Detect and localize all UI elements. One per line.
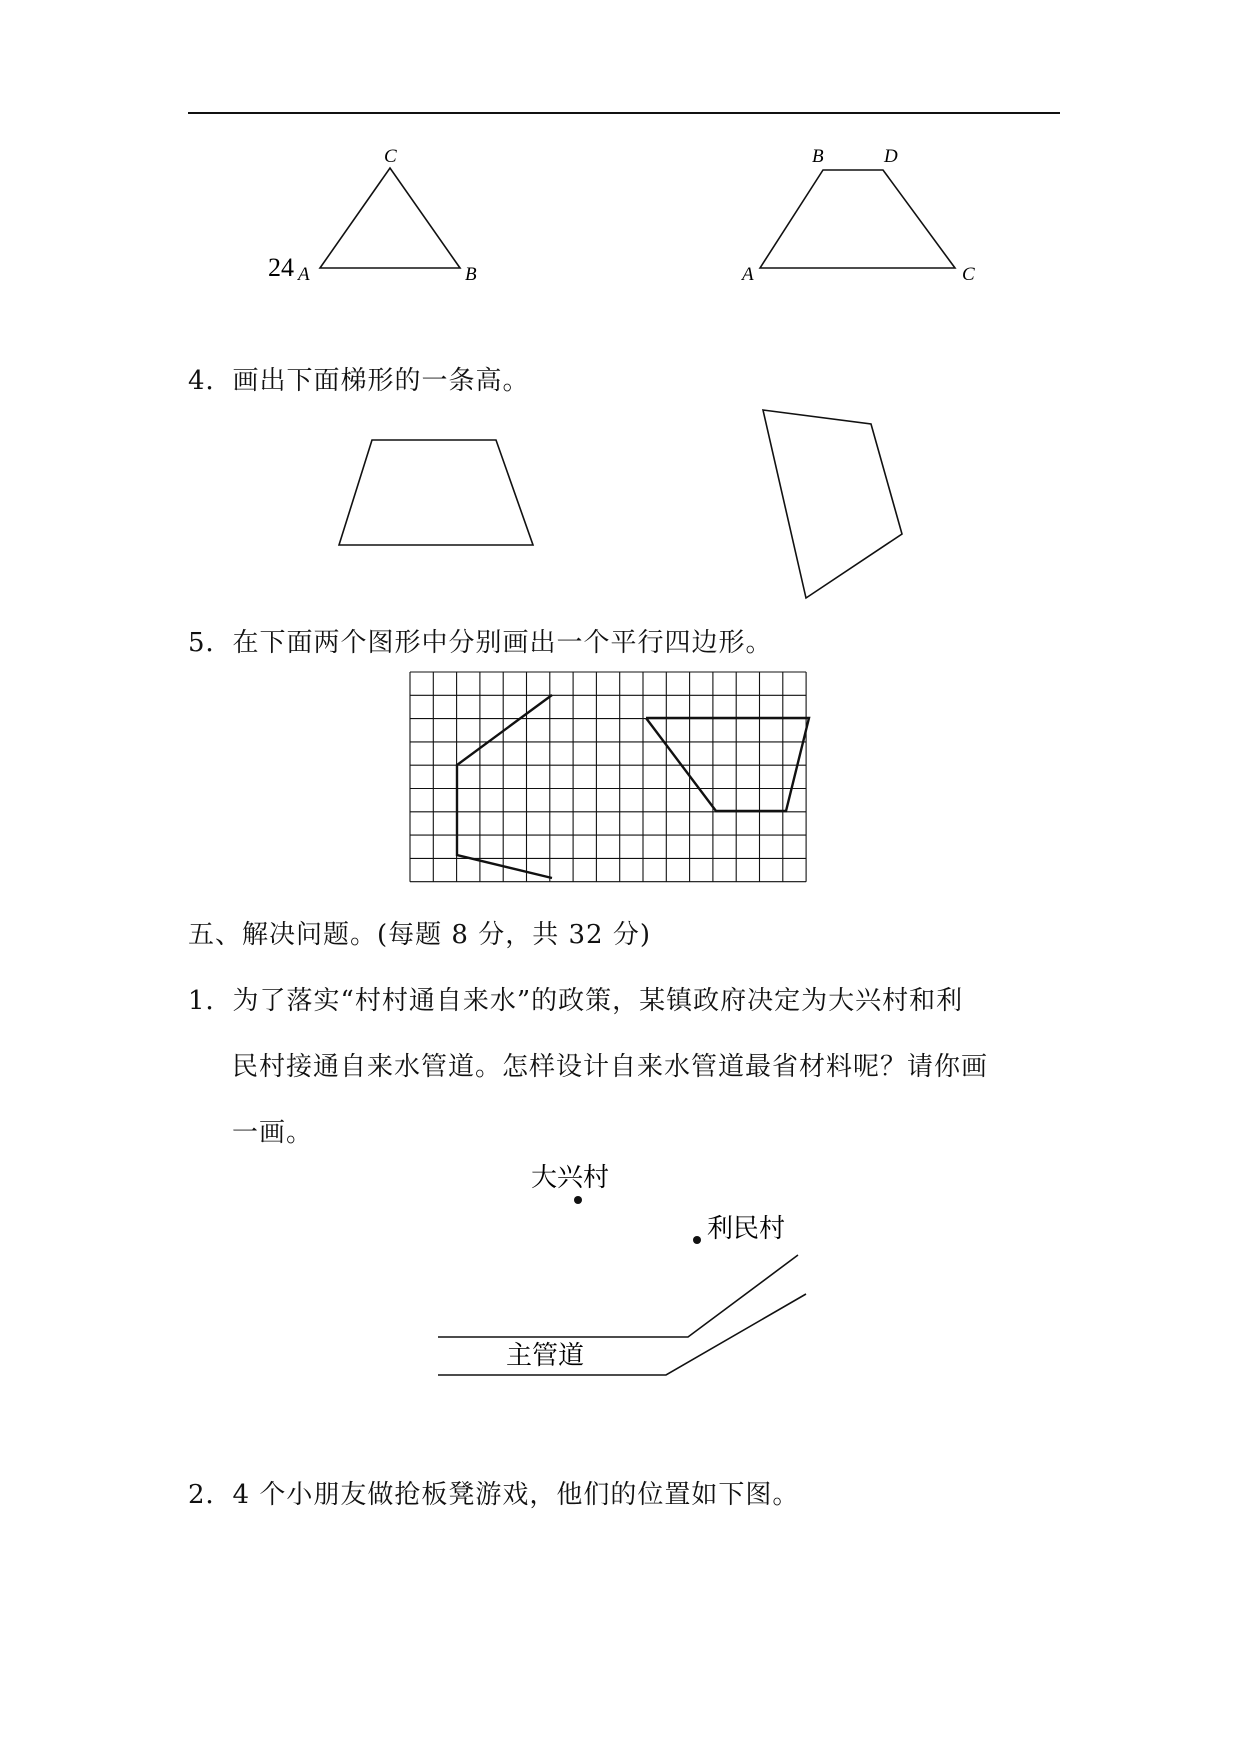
trapezoid-abdc — [760, 170, 955, 268]
question-5: 5．在下面两个图形中分别画出一个平行四边形。 — [188, 628, 773, 658]
main-pipe-label: 主管道 — [506, 1341, 585, 1371]
trapezoid-label-b: B — [812, 146, 824, 167]
problem-2: 2．4 个小朋友做抢板凳游戏，他们的位置如下图。 — [188, 1480, 800, 1510]
trapezoid-label-c: C — [962, 264, 975, 285]
problem-1-line-3: 一画。 — [232, 1118, 314, 1148]
trapezoid-shape-1 — [339, 440, 533, 545]
section-heading: 五、解决问题。(每题 8 分，共 32 分) — [188, 920, 651, 950]
triangle-abc — [320, 168, 460, 268]
trapezoid-label-d: D — [884, 146, 898, 167]
village-limin-point — [693, 1236, 701, 1244]
question-4: 4．画出下面梯形的一条高。 — [188, 366, 530, 396]
square-grid — [410, 672, 806, 882]
triangle-label-c: C — [384, 146, 397, 167]
problem-1-line-2: 民村接通自来水管道。怎样设计自来水管道最省材料呢？请你画 — [232, 1052, 989, 1082]
main-pipe-lower-edge — [438, 1294, 806, 1375]
village-limin-label: 利民村 — [707, 1214, 786, 1244]
trapezoid-label-a: A — [742, 264, 754, 285]
problem-1-line-1: 1．为了落实“村村通自来水”的政策，某镇政府决定为大兴村和利 — [188, 986, 964, 1016]
village-daxing-label: 大兴村 — [531, 1163, 610, 1193]
main-pipe-upper-edge — [438, 1255, 798, 1337]
triangle-label-b: B — [465, 264, 477, 285]
trapezoid-shape-2 — [763, 410, 902, 598]
village-daxing-point — [574, 1196, 582, 1204]
page-number: 24 — [268, 253, 294, 282]
grid-figure-left — [457, 695, 552, 878]
grid-figure-right — [646, 718, 809, 811]
triangle-label-a: A — [298, 264, 310, 285]
